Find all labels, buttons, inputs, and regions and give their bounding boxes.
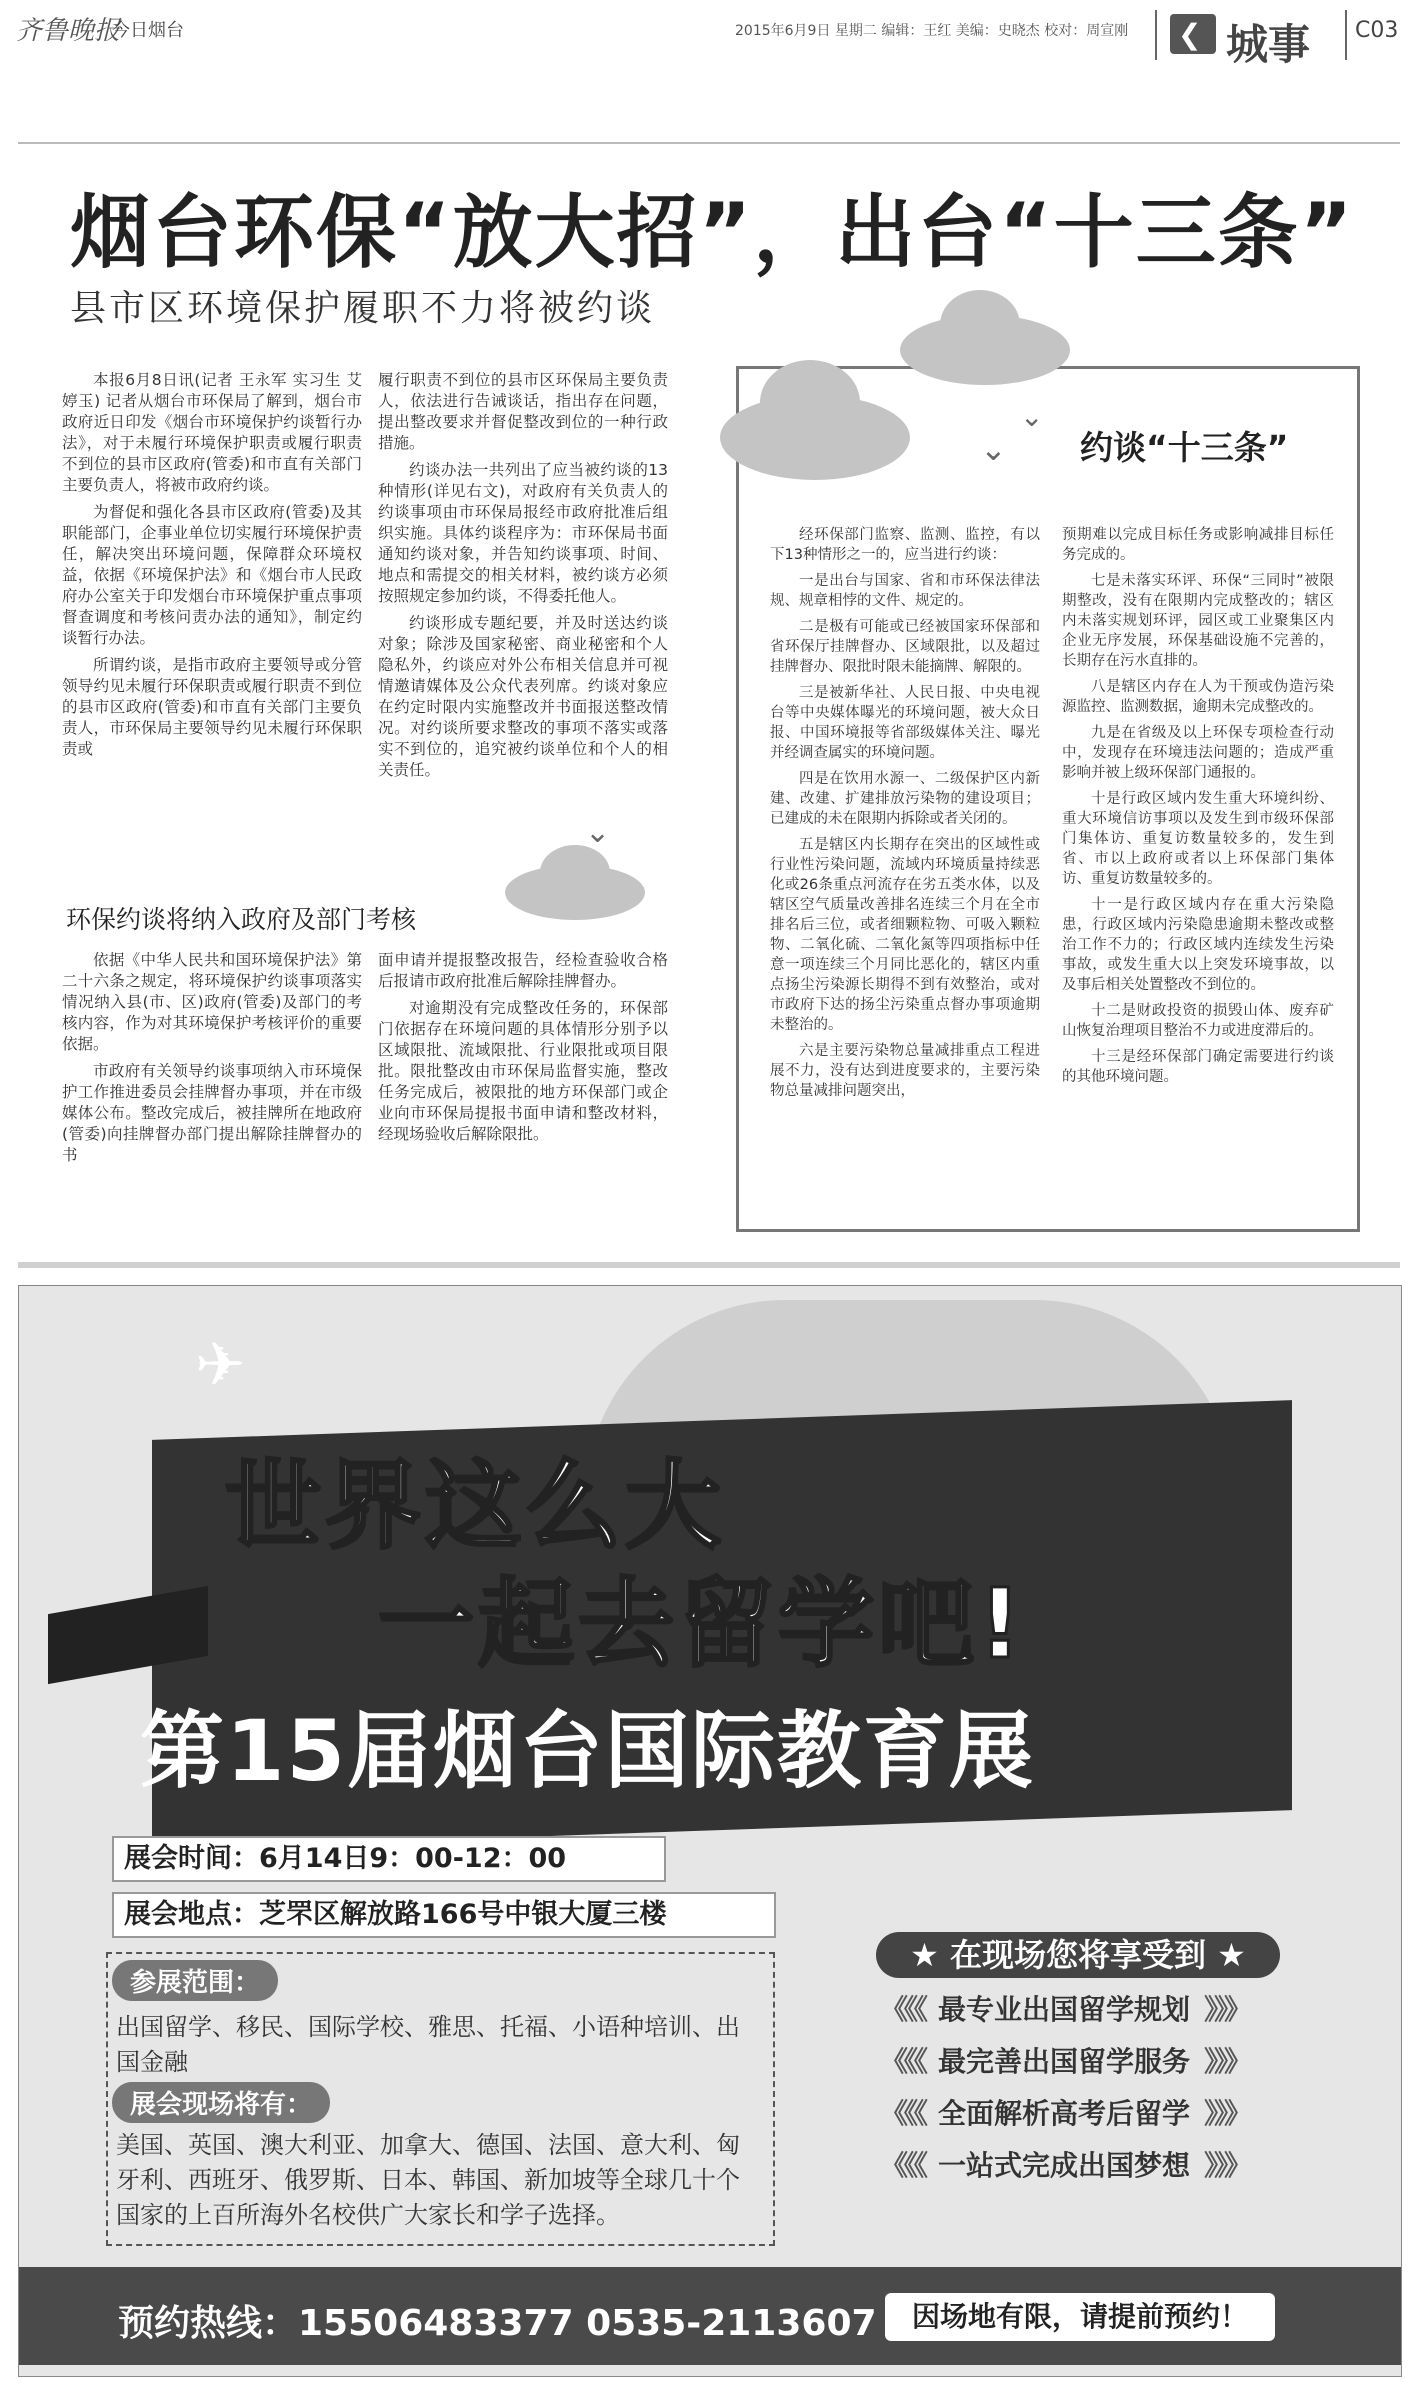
bird-icon: ⌄ [980,430,1007,468]
paragraph: 履行职责不到位的县市区环保局主要负责人，依法进行告诫谈话，指出存在问题，提出整改要求并督促整改到位的一种行政措施。 [378,371,668,452]
chevron-right-icon: 》》》 [1204,2149,1249,2182]
chevron-left-icon: 《《《 [880,2097,925,2130]
benefit-item: 《《《 最专业出国留学规划 》》》 [880,1993,1249,2026]
chevron-left-icon: 《《《 [880,1993,925,2026]
sidebar-column-2 [1062,525,1334,1093]
list-item: 六是主要污染物总量减排重点工程进展不力，没有达到进度要求的，主要污染物总量减排问题突出， [770,1043,1040,1099]
paragraph: 对逾期没有完成整改任务的，环保部门依据存在环境问题的具体情形分别予以区域限批、流域限批、行业限批或项目限批。限批整改由市环保局监督实施，整改任务完成后，被限批的地方环保部门或企业向市环保局提报书面申请和整改材料，经现场验收后解除限批。 [378,999,668,1143]
header-divider [1155,10,1157,60]
paragraph: 为督促和强化各县市区政府(管委)及其职能部门，企事业单位切实履行环境保护责任，解决突出环境问题，保障群众环境权益，依据《环境保护法》和《烟台市人民政府办公室关于印发烟台市环境保护重点事项督查调度和考核问责办法的通知》，制定约谈暂行办法。 [62,503,362,647]
newspaper-logo: 齐鲁晚报 [16,16,121,46]
hotline: 预约热线：15506483377 0535-2113607 [118,2303,877,2344]
airplane-icon: ✈ [195,1330,246,1400]
article-column-2 [378,370,668,787]
sidebar-column-1 [770,525,1040,1107]
ad-slogan-2: 一起去留学吧! [378,1568,1026,1680]
scope-text: 出国留学、移民、国际学校、雅思、托福、小语种培训、出国金融 [116,2013,740,2076]
scope-label: 参展范围： [112,1960,278,2001]
header-divider [1345,10,1347,60]
list-item: 十是行政区域内发生重大环境纠纷、重大环境信访事项以及发生到市级环保部门集体访、重复访数量较多的，发生到省、市以上政府或者以上环保部门集体访、重复访数量较多的。 [1062,791,1334,887]
list-item: 预期难以完成目标任务或影响减排目标任务完成的。 [1062,527,1334,563]
benefits-title: ★ 在现场您将享受到 ★ [876,1932,1280,1978]
list-item: 十三是经环保部门确定需要进行约谈的其他环境问题。 [1062,1049,1334,1085]
paragraph: 依据《中华人民共和国环境保护法》第二十六条之规定，将环境保护约谈事项落实情况纳入县(市、区)政府(管委)及部门的考核内容，作为对其环境保护考核评价的重要依据。 [62,951,362,1053]
list-item: 十一是行政区域内存在重大污染隐患，行政区域内污染隐患逾期未整改或整治工作不力的；行政区域内连续发生污染事故，或发生重大以上突发环境事故，以及事后相关处置整改不到位的。 [1062,897,1334,993]
section-heading: 环保约谈将纳入政府及部门考核 [66,905,417,934]
onsite-label: 展会现场将有： [112,2082,330,2123]
cloud-icon [760,360,860,445]
benefit-item: 《《《 一站式完成出国梦想 》》》 [880,2149,1249,2182]
bird-icon: ⌄ [1020,400,1044,433]
list-item: 经环保部门监察、监测、监控，有以下13种情形之一的，应当进行约谈： [770,527,1040,563]
header-rule [18,142,1400,144]
list-item: 七是未落实环评、环保“三同时”被限期整改，没有在限期内完成整改的；辖区内未落实规划环评，园区或工业聚集区内企业无序发展，环保基础设施不完善的，长期存在污水直排的。 [1062,573,1334,669]
list-item: 十二是财政投资的损毁山体、废弃矿山恢复治理项目整治不力或进度滞后的。 [1062,1003,1334,1039]
article-column-4 [378,950,668,1151]
paragraph: 市政府有关领导约谈事项纳入市环境保护工作推进委员会挂牌督办事项，并在市级媒体公布。整改完成后，被挂牌所在地政府(管委)向挂牌督办部门提出解除挂牌督办的书 [62,1062,362,1164]
paragraph: 所谓约谈，是指市政府主要领导或分管领导约见未履行环保职责或履行职责不到位的县市区政府(管委)和市直有关部门主要负责人，市环保局主要领导约见未履行环保职责或 [62,656,362,758]
benefit-item: 《《《 最完善出国留学服务 》》》 [880,2045,1249,2078]
paragraph: 面申请并提报整改报告，经检查验收合格后报请市政府批准后解除挂牌督办。 [378,951,668,990]
paragraph: 约谈形成专题纪要，并及时送达约谈对象；除涉及国家秘密、商业秘密和个人隐私外，约谈应对外公布相关信息并可视情邀请媒体及公众代表列席。约谈对象应在约定时限内实施整改并书面报送整改情况。对约谈所要求整改的事项不落实或落实不到位的，追究被约谈单位和个人的相关责任。 [378,614,668,779]
headline: 烟台环保“放大招”，出台“十三条” [70,186,1355,279]
article-column-3 [62,950,362,1172]
cloud-icon [940,290,1020,360]
reservation-notice: 因场地有限，请提前预约！ [885,2293,1275,2341]
paragraph: 约谈办法一共列出了应当被约谈的13种情形(详见右文)，对政府有关负责人的约谈事项由市环保局报经市政府批准后组织实施。具体约谈程序为：市环保局书面通知约谈对象，并告知约谈事项、时间、地点和需提交的相关材料，被约谈方必须按照规定参加约谈，不得委托他人。 [378,461,668,605]
cloud-icon [540,845,610,900]
list-item: 八是辖区内存在人为干预或伪造污染源监控、监测数据，逾期未完成整改的。 [1062,679,1334,715]
list-item: 二是极有可能或已经被国家环保部和省环保厅挂牌督办、区域限批，以及超过挂牌督办、限批时限未能摘牌、解限的。 [770,619,1040,675]
bird-icon: ⌄ [585,815,611,850]
section-divider [18,1262,1400,1268]
chevron-right-icon: 》》》 [1204,2045,1249,2078]
chevron-right-icon: 》》》 [1204,1993,1249,2026]
chevron-left-icon: ❮ [1178,18,1202,51]
section-title: 城事 [1226,20,1311,69]
event-location: 展会地点：芝罘区解放路166号中银大厦三楼 [112,1892,776,1938]
ad-slogan-1: 世界这么大 [225,1450,725,1562]
article-column-1 [62,370,362,766]
list-item: 九是在省级及以上环保专项检查行动中，发现存在环境违法问题的；造成严重影响并被上级环保部门通报的。 [1062,725,1334,781]
subheadline: 县市区环境保护履职不力将被约谈 [70,288,656,329]
event-time: 展会时间：6月14日9：00-12：00 [112,1836,666,1882]
benefit-item: 《《《 全面解析高考后留学 》》》 [880,2097,1249,2130]
list-item: 三是被新华社、人民日报、中央电视台等中央媒体曝光的环境问题，被大众日报、中国环境报等省部级媒体关注、曝光并经调查属实的环境问题。 [770,685,1040,761]
chevron-right-icon: 》》》 [1204,2097,1249,2130]
list-item: 五是辖区内长期存在突出的区域性或行业性污染问题，流域内环境质量持续恶化或26条重点河流存在劣五类水体，以及辖区空气质量改善排名连续三个月在全市排名后三位，或者细颗粒物、可吸入颗粒物、二氧化硫、二氧化氮等四项指标中任意一项连续三个月同比恶化的，辖区内重点扬尘污染源长期得不到有效整治，或对市政府下达的扬尘污染重点督办事项逾期未整治的。 [770,837,1040,1033]
list-item: 一是出台与国家、省和市环保法律法规、规章相悖的文件、规定的。 [770,573,1040,609]
paragraph: 本报6月8日讯(记者 王永军 实习生 艾婷玉) 记者从烟台市环保局了解到，烟台市政府近日印发《烟台市环境保护约谈暂行办法》，对于未履行环境保护职责或履行职责不到位的县市区政府(管委)和市直有关部门主要负责人，将被市政府约谈。 [62,371,362,494]
sidebar-title: 约谈“十三条” [1080,428,1289,467]
list-item: 四是在饮用水源一、二级保护区内新建、改建、扩建排放污染物的建设项目；已建成的未在限期内拆除或者关闭的。 [770,771,1040,827]
section-name: 今日烟台 [112,20,184,41]
chevron-left-icon: 《《《 [880,2149,925,2182]
chevron-left-icon: 《《《 [880,2045,925,2078]
edition-meta: 2015年6月9日 星期二 编辑：王红 美编：史晓杰 校对：周宣刚 [735,23,1129,39]
ad-event-title: 第15届烟台国际教育展 [140,1702,1035,1800]
page-number: C03 [1355,18,1399,43]
onsite-text: 美国、英国、澳大利亚、加拿大、德国、法国、意大利、匈牙利、西班牙、俄罗斯、日本、韩国、新加坡等全球几十个国家的上百所海外名校供广大家长和学子选择。 [116,2131,740,2229]
